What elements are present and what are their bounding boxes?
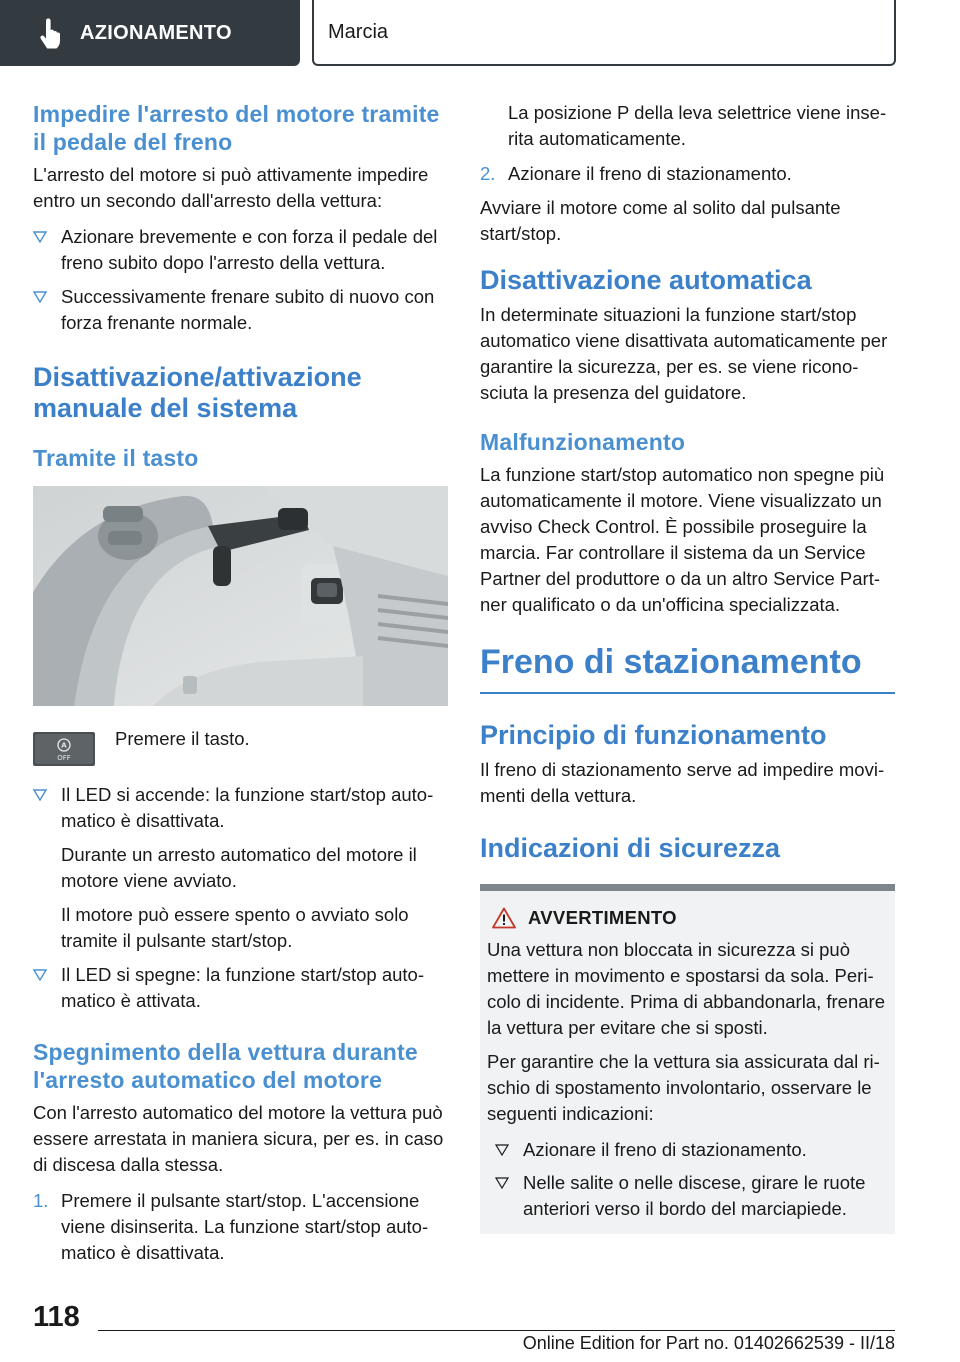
- triangle-bullet-icon: [33, 291, 47, 303]
- paragraph-principio: Il freno di stazionamento serve ad impedire movimenti della vettura.: [480, 759, 885, 806]
- list-item-text: Nelle salite o nelle discese, girare le ruote anteriori verso il bordo del marciapiede.: [523, 1172, 866, 1219]
- hand-pointer-icon: [34, 16, 68, 50]
- page-number: 118: [33, 1301, 80, 1333]
- triangle-bullet-icon: [495, 1177, 509, 1189]
- right-column: [480, 100, 895, 1234]
- paragraph-avviare: Avviare il motore come al solito dal pulsante start/stop.: [480, 197, 841, 244]
- svg-text:A: A: [61, 741, 67, 750]
- list-item: [33, 224, 448, 276]
- page-header: [0, 0, 960, 66]
- left-column: [33, 100, 448, 1266]
- list-impedire: [33, 224, 448, 336]
- heading-rule: [480, 692, 895, 694]
- list-item-text: Successivamente frenare subito di nuovo con forza frenante normale.: [61, 286, 435, 333]
- list-item: [495, 1137, 887, 1163]
- heading-principio: Principio di funzionamento: [480, 720, 827, 750]
- list-item-text: Azionare il freno di stazionamento.: [523, 1139, 807, 1160]
- button-caption: Premere il tasto.: [115, 728, 250, 749]
- warning-paragraph-1: Una vettura non bloccata in sicurezza si può mettere in movimento e spostarsi da sola. Pericolo di incidente. Prima di abbandonarla, frenare la vettura per evitare che si sposti.: [487, 939, 885, 1038]
- paragraph-malfunzionamento: La funzione start/stop automatico non spegne più automaticamente il motore. Viene visualizzato un avviso Check Control. È possibile proseguire la marcia. Far controllare il sistema da un Service Partner del produttore o da un altro Service Partner qualificato o da un'officina specializzata.: [480, 464, 885, 615]
- chapter-title: Marcia: [328, 20, 389, 43]
- heading-disattivazione-manuale: Disattivazione/attivazione manuale del sistema: [33, 362, 362, 423]
- section-title: AZIONAMENTO: [80, 21, 232, 44]
- paragraph-spegnimento: Con l'arresto automatico del motore la vettura può essere arrestata in maniera sicura, per es. in caso di discesa dalla stessa.: [33, 1102, 444, 1175]
- list-item: [495, 1170, 887, 1222]
- list-item: [33, 284, 448, 336]
- list-item: [480, 161, 895, 187]
- step-number: 1.: [33, 1190, 49, 1211]
- list-item-text: Azionare brevemente e con forza il pedale del freno subito dopo l'arresto della vettura.: [61, 226, 438, 273]
- heading-malfunzionamento: Malfunzionamento: [480, 429, 686, 455]
- triangle-bullet-icon: [33, 231, 47, 243]
- list-item-subtext: Durante un arresto automatico del motore il motore viene avviato.: [61, 844, 417, 891]
- steering-column-photo: [33, 486, 448, 706]
- heading-impedire: Impedire l'arresto del motore tramite il pedale del freno: [33, 101, 440, 155]
- button-icon-label: OFF: [57, 754, 71, 762]
- chapter-tab: [312, 0, 896, 66]
- button-instruction: [33, 728, 448, 766]
- page-footer: [0, 1295, 960, 1362]
- step1-continuation: La posizione P della leva selettrice viene inserita automaticamente.: [508, 102, 887, 149]
- edition-info: Online Edition for Part no. 01402662539 - II/18: [522, 1333, 895, 1353]
- steps-list: [33, 1188, 448, 1266]
- triangle-bullet-icon: [33, 789, 47, 801]
- paragraph-impedire: L'arresto del motore si può attivamente impedire entro un secondo dall'arresto della vettura:: [33, 164, 429, 211]
- warning-triangle-icon: [492, 907, 516, 929]
- warning-box: [480, 884, 895, 1234]
- warning-paragraph-2: Per garantire che la vettura sia assicurata dal rischio di spostamento involontario, osservare le seguenti indicazioni:: [487, 1051, 880, 1124]
- heading-freno-stazionamento: Freno di stazionamento: [480, 643, 862, 681]
- warning-list: [495, 1137, 887, 1222]
- heading-disattivazione-automatica: Disattivazione automatica: [480, 265, 812, 295]
- heading-spegnimento: Spegnimento della vettura durante l'arresto automatico del motore: [33, 1039, 418, 1093]
- triangle-bullet-icon: [33, 969, 47, 981]
- list-item: [33, 1188, 448, 1266]
- list-item-text: Il LED si spegne: la funzione start/stop automatico è attivata.: [61, 964, 425, 1011]
- step-number: 2.: [480, 163, 496, 184]
- footer-rule: [98, 1330, 895, 1331]
- step-text: Azionare il freno di stazionamento.: [508, 163, 792, 184]
- list-item: [33, 962, 448, 1014]
- list-item: [33, 782, 448, 954]
- warning-title: AVVERTIMENTO: [528, 907, 677, 928]
- warning-title-row: [492, 907, 887, 929]
- steps-list-cont: [480, 161, 895, 187]
- heading-sicurezza: Indicazioni di sicurezza: [480, 833, 781, 863]
- list-item-text: Il LED si accende: la funzione start/stop automatico è disattivata.: [61, 784, 434, 831]
- paragraph-disattivazione-automatica: In determinate situazioni la funzione start/stop automatico viene disattivata automaticamente per garantire la sicurezza, per es. se viene riconosciuta la presenza del guidatore.: [480, 304, 888, 403]
- triangle-bullet-icon: [495, 1144, 509, 1156]
- list-item-subtext: Il motore può essere spento o avviato solo tramite il pulsante start/stop.: [61, 904, 409, 951]
- list-led: [33, 782, 448, 1014]
- heading-tramite-tasto: Tramite il tasto: [33, 445, 199, 471]
- step-text: Premere il pulsante start/stop. L'accensione viene disinserita. La funzione start/stop automatico è disattivata.: [61, 1190, 429, 1263]
- start-stop-off-button-icon: [33, 732, 95, 766]
- section-tab: [0, 0, 300, 66]
